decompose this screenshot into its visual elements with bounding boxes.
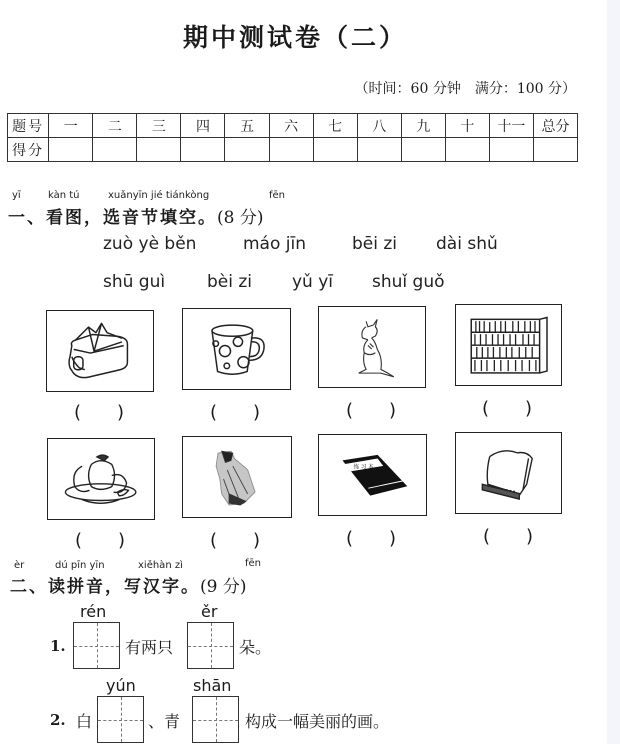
answer-blank[interactable]: ( )	[346, 528, 397, 549]
score-cell[interactable]	[49, 138, 93, 162]
section-title-text: 二、读拼音，写汉字。	[10, 577, 200, 597]
pinyin-option: yǔ yī	[292, 272, 334, 292]
column-header: 十一	[489, 114, 533, 138]
picture-bookcase	[455, 304, 562, 386]
column-header: 六	[269, 114, 313, 138]
pinyin-prompt: rén	[80, 602, 107, 621]
score-cell[interactable]	[357, 138, 401, 162]
score-cell[interactable]	[225, 138, 269, 162]
row-label: 得分	[8, 138, 49, 162]
picture-exercise-book	[318, 434, 427, 516]
score-cell[interactable]	[269, 138, 313, 162]
column-header: 五	[225, 114, 269, 138]
score-cell[interactable]	[93, 138, 137, 162]
section-score: (8 分)	[217, 208, 264, 228]
question-text: 构成一幅美丽的画。	[245, 712, 390, 731]
answer-blank[interactable]: ( )	[75, 530, 126, 551]
answer-blank[interactable]: ( )	[210, 530, 261, 551]
column-header: 十	[445, 114, 489, 138]
table-row-header	[8, 114, 578, 138]
pinyin-option: shuǐ guǒ	[372, 272, 445, 292]
pinyin-option: máo jīn	[243, 234, 307, 254]
quilt-icon	[53, 316, 146, 386]
pinyin-annotation: èr	[14, 560, 25, 571]
score-cell[interactable]	[533, 138, 577, 162]
cup-icon	[189, 314, 283, 384]
score-table	[7, 113, 578, 162]
question-text: 有两只	[125, 638, 174, 657]
picture-fruit-bowl	[47, 438, 155, 520]
column-header: 一	[49, 114, 93, 138]
score-cell[interactable]	[313, 138, 357, 162]
table-row-score	[8, 138, 578, 162]
section-2-title	[10, 572, 246, 597]
pinyin-annotation: xuǎnyīn jié tiánkòng	[108, 190, 210, 201]
pinyin-annotation: kàn tú	[48, 190, 80, 201]
score-cell[interactable]	[445, 138, 489, 162]
pinyin-option: shū guì	[103, 272, 166, 292]
score-cell[interactable]	[489, 138, 533, 162]
pinyin-prompt: yún	[106, 676, 136, 695]
picture-quilt	[46, 310, 154, 392]
score-cell[interactable]	[401, 138, 445, 162]
section-1-title	[8, 203, 263, 228]
pinyin-annotation: xiěhàn zì	[138, 560, 183, 571]
pinyin-prompt: shān	[193, 676, 232, 695]
fruit-bowl-icon	[54, 444, 147, 514]
pinyin-option: bēi zi	[352, 234, 398, 254]
answer-blank[interactable]: ( )	[74, 402, 125, 423]
question-text: 白	[76, 712, 93, 731]
kangaroo-icon	[325, 312, 418, 382]
question-number: 2.	[50, 711, 66, 729]
answer-blank[interactable]: ( )	[482, 398, 533, 419]
section-title-text: 一、看图，选音节填空。	[8, 208, 217, 228]
pinyin-annotation: fēn	[269, 190, 286, 201]
picture-raincoat	[182, 436, 292, 518]
section-score: (9 分)	[200, 577, 247, 597]
column-header: 三	[137, 114, 181, 138]
pinyin-annotation: fēn	[245, 558, 262, 569]
raincoat-icon	[189, 442, 284, 512]
column-header: 二	[93, 114, 137, 138]
writing-grid-box[interactable]	[187, 622, 234, 669]
pinyin-annotation: dú pīn yīn	[55, 560, 105, 571]
pinyin-annotation: yī	[12, 190, 21, 201]
column-header: 九	[401, 114, 445, 138]
pinyin-option: dài shǔ	[436, 234, 498, 254]
answer-blank[interactable]: ( )	[210, 402, 261, 423]
picture-cup	[182, 308, 291, 390]
score-cell[interactable]	[137, 138, 181, 162]
question-number: 1.	[50, 637, 66, 655]
writing-grid-box[interactable]	[73, 622, 120, 669]
exercise-book-icon	[325, 440, 419, 510]
column-header: 总分	[533, 114, 577, 138]
towel-icon	[462, 438, 554, 508]
svg-text:练 习 本: 练 习 本	[353, 464, 375, 471]
question-text: 朵。	[239, 638, 272, 657]
pinyin-option: bèi zi	[207, 272, 253, 292]
question-text: 、青	[148, 712, 181, 731]
row-label: 题号	[8, 114, 49, 138]
exam-meta: （时间：60 分钟 满分：100 分）	[354, 81, 576, 97]
writing-grid-box[interactable]	[97, 696, 144, 743]
picture-towel	[455, 432, 562, 514]
page-title: 期中测试卷（二）	[182, 23, 407, 52]
pinyin-option: zuò yè běn	[103, 234, 197, 254]
answer-blank[interactable]: ( )	[483, 526, 534, 547]
column-header: 八	[357, 114, 401, 138]
right-scroll-gutter	[607, 0, 620, 744]
bookcase-icon	[462, 310, 554, 380]
column-header: 四	[181, 114, 225, 138]
writing-grid-box[interactable]	[192, 696, 239, 743]
score-cell[interactable]	[181, 138, 225, 162]
column-header: 七	[313, 114, 357, 138]
pinyin-prompt: ěr	[201, 602, 218, 621]
answer-blank[interactable]: ( )	[346, 400, 397, 421]
picture-kangaroo	[318, 306, 426, 388]
